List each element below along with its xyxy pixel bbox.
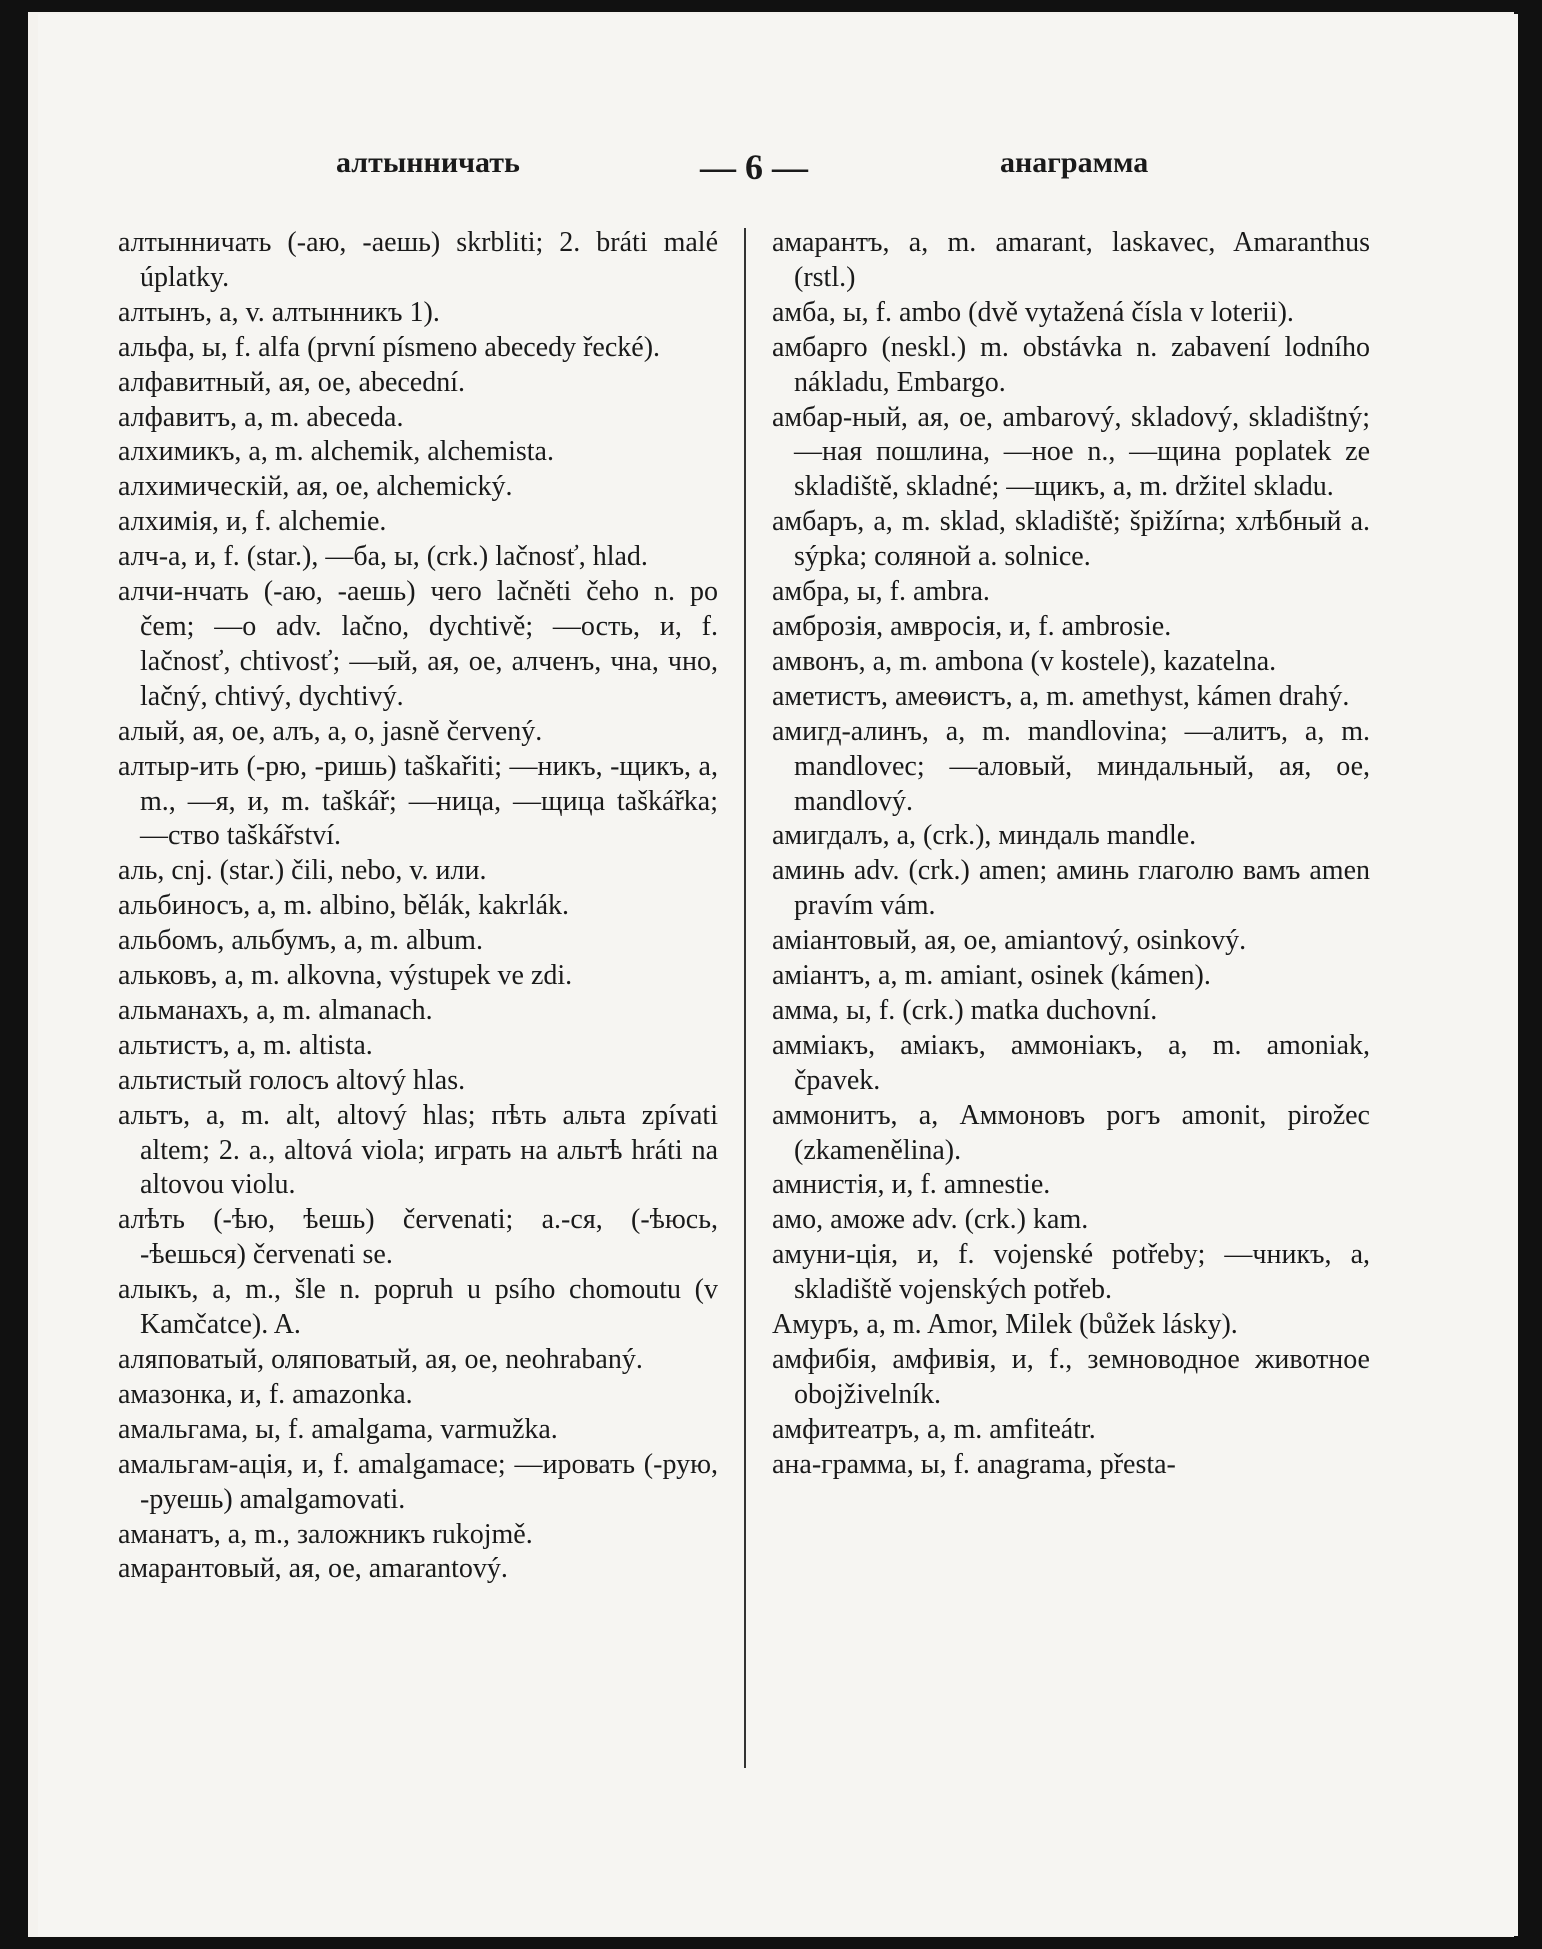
dictionary-entry: аманатъ, а, m., заложникъ rukojmě. [118,1518,533,1550]
dictionary-entry: амвонъ, а, m. ambona (v kostele), kazatelna. [772,645,1277,677]
dictionary-entry: алтынничать (-аю, -аешь) skrbliti; 2. bráti malé úplatky. [118,227,718,293]
dictionary-entry: алфавитный, ая, ое, abecední. [118,366,466,398]
dictionary-entry: альтистъ, а, m. altista. [118,1029,373,1061]
dictionary-entry: амфитеатръ, а, m. amfiteátr. [772,1413,1096,1445]
dictionary-entry: аминь adv. (crk.) amen; аминь глаголю вамъ amen pravím vám. [772,855,1370,922]
page-number: — 6 — [700,147,808,187]
dictionary-entry: амуни-ція, и, f. vojenské potřeby; —чникъ, а, skladiště vojenských potřeb. [772,1239,1370,1306]
dictionary-entry: альманахъ, а, m. almanach. [118,994,433,1026]
dictionary-entry: амигд-алинъ, а, m. mandlovina; —алитъ, а, m. mandlovec; —аловый, миндальный, ая, ое, mandlový. [772,715,1370,817]
dictionary-entry: алтынъ, а, v. алтынникъ 1). [118,296,440,328]
dictionary-entry: алч-а, и, f. (star.), —ба, ы, (crk.) lačnosť, hlad. [118,541,648,573]
dictionary-entry: альтъ, а, m. alt, altový hlas; пѣть альта zpívati altem; 2. а., altová viola; играть на альтѣ hráti na altovou violu. [118,1099,718,1201]
dictionary-entry: алтыр-ить (-рю, -ришь) taškařiti; —никъ, -щикъ, а, m., —я, и, m. taškář; —ница, —щица taškářka; —ство taškářství. [118,750,718,852]
dictionary-entry: амбра, ы, f. ambra. [772,576,990,608]
dictionary-entry: амнистія, и, f. amnestie. [772,1169,1051,1201]
dictionary-entry: амигдалъ, а, (crk.), миндаль mandle. [772,820,1197,852]
column-divider [744,228,746,1768]
dictionary-entry: альфа, ы, f. alfa (první písmeno abecedy řecké). [118,331,661,363]
dictionary-entry: алхимическій, ая, ое, alchemický. [118,471,513,503]
dictionary-entry: Амуръ, а, m. Amor, Milek (bůžek lásky). [772,1309,1238,1341]
dictionary-entry: амфибія, амфивія, и, f., земноводное животное obojživelník. [772,1344,1370,1410]
dictionary-entry: амбаръ, а, m. sklad, skladiště; špižírna; хлѣбный а. sýpka; соляной а. solnice. [772,506,1370,573]
dictionary-entry: аммiакъ, амiакъ, аммонiакъ, а, m. amoniak, čpavek. [772,1029,1370,1096]
dictionary-entry: амальгама, ы, f. amalgama, varmužka. [118,1413,558,1445]
dictionary-entry: амма, ы, f. (crk.) matka duchovní. [772,994,1158,1026]
dictionary-entry: ана-грамма, ы, f. anagrama, přesta- [772,1448,1176,1480]
dictionary-entry: амброзія, амвросія, и, f. ambrosie. [772,610,1172,642]
dictionary-entry: алыкъ, а, m., šle n. popruh u psího chomoutu (v Kamčatce). A. [118,1274,718,1341]
dictionary-entry: алчи-нчать (-аю, -аешь) чего lačněti čeho n. po čem; —о adv. lačno, dychtivě; —ость, и, f. lačnosť, chtivosť; —ый, ая, ое, алченъ, чна, чно, lačný, chtivý, dychtivý. [118,576,718,712]
dictionary-entry: аміантовый, ая, ое, amiantový, osinkový. [772,925,1247,957]
dictionary-entry: альбиносъ, а, m. albino, bělák, kakrlák. [118,890,570,922]
dictionary-entry: аметистъ, амеѳистъ, а, m. amethyst, kámen drahý. [772,680,1350,712]
dictionary-entry: амарантовый, ая, ое, amarantový. [118,1553,508,1585]
dictionary-entry: аміантъ, а, m. amiant, osinek (kámen). [772,960,1211,992]
header-left-guide-word: алтынничать [336,146,520,179]
header-right-guide-word: анаграмма [1000,146,1149,179]
dictionary-entry: амазонка, и, f. amazonka. [118,1378,413,1410]
dictionary-entry: амба, ы, f. ambo (dvě vytažená čísla v loterii). [772,296,1294,328]
dictionary-entry: алфавитъ, а, m. abeceda. [118,401,404,433]
dictionary-entry: альбомъ, альбумъ, а, m. album. [118,925,483,957]
right-column [772,226,1370,1483]
dictionary-entry: амарантъ, а, m. amarant, laskavec, Amaranthus (rstl.) [772,227,1370,293]
dictionary-entry: аляповатый, оляповатый, ая, ое, neohrabaný. [118,1344,643,1375]
dictionary-entry: аммонитъ, а, Аммоновъ рогъ amonit, pirožec (zkamenělina). [772,1099,1370,1166]
dictionary-entry: амбар-ный, ая, ое, ambarový, skladový, skladištný; —ная пошлина, —ное n., —щина poplatek ze skladiště, skladné; —щикъ, а, m. držitel skladu. [772,401,1370,503]
dictionary-entry: альковъ, а, m. alkovna, výstupek ve zdi. [118,960,573,992]
dictionary-entry: алѣть (-ѣю, ѣешь) červenati; а.-ся, (-ѣюсь, -ѣешься) červenati se. [118,1204,718,1271]
dictionary-entry: амбарго (neskl.) m. obstávka n. zabavení lodního nákladu, Embargo. [772,331,1370,398]
dictionary-entry: алхимикъ, а, m. alchemik, alchemista. [118,436,554,468]
dictionary-entry: алхимія, и, f. alchemie. [118,506,387,538]
dictionary-entry: амо, аможе adv. (crk.) kam. [772,1204,1089,1236]
dictionary-entry: алый, ая, ое, алъ, а, о, jasně červený. [118,715,543,747]
left-column [118,226,718,1587]
dictionary-entry: амальгам-ація, и, f. amalgamace; —ировать (-рую, -руешь) amalgamovati. [118,1448,718,1515]
dictionary-entry: альтистый голосъ altový hlas. [118,1064,466,1096]
dictionary-entry: аль, cnj. (star.) čili, nebo, v. или. [118,855,487,887]
